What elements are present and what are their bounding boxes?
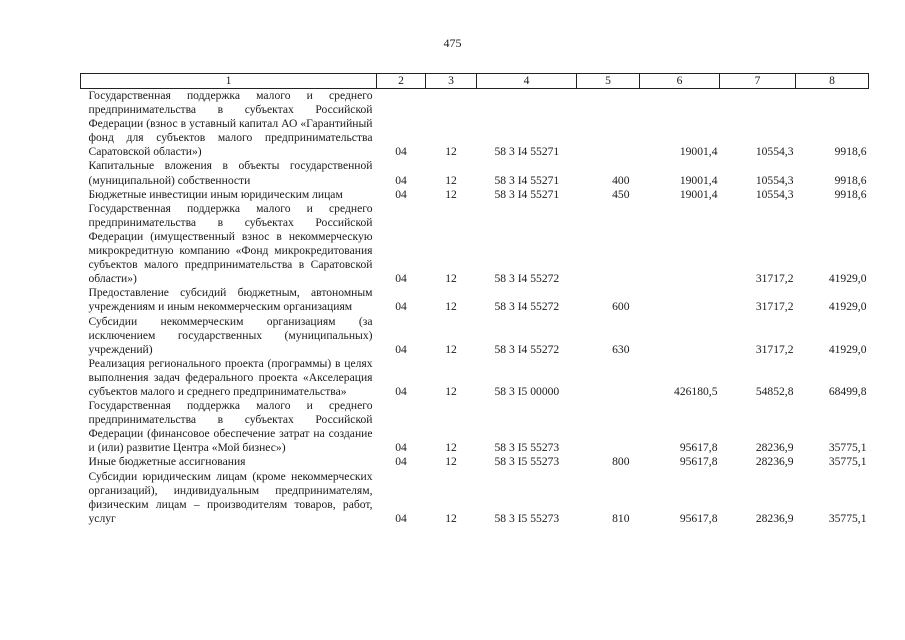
amount-col8: 35775,1 [828,455,867,469]
subsection-code: 12 [445,187,457,201]
target-article-code: 58 3 I5 00000 [494,384,560,398]
amount-col8: 9918,6 [834,173,867,187]
target-article-code: 58 3 I4 55272 [494,342,560,356]
amount-col7: 31717,2 [755,342,794,356]
amount-col8: 9918,6 [834,187,867,201]
target-article-code: 58 3 I4 55271 [494,145,560,159]
subsection-code: 12 [445,173,457,187]
table-row [81,89,869,160]
amount-col6 [640,286,720,314]
expense-type-code: 450 [612,187,630,201]
header-cell: 8 [796,74,869,89]
header-cell: 1 [81,74,377,89]
amount-col7: 31717,2 [755,300,794,314]
amount-col6 [640,202,720,287]
page-number: 475 [443,36,462,50]
section-code: 04 [395,173,407,187]
subsection-code: 12 [445,342,457,356]
table-row [81,159,869,187]
header-cell: 7 [720,74,796,89]
expense-type-code [577,89,640,160]
target-article-code: 58 3 I5 55273 [494,455,560,469]
amount-col6 [640,315,720,357]
expense-type-code: 800 [612,455,630,469]
section-code: 04 [395,300,407,314]
row-description: Субсидии юридическим лицам (кроме некоммерческих организаций), индивидуальным предпринимателям, физическим лицам – производителям товаров, работ, услуг [88,469,373,525]
section-code: 04 [395,511,407,525]
row-description: Предоставление субсидий бюджетным, автономным учреждениям и иным некоммерческим организациям [88,286,373,314]
header-cell: 4 [477,74,577,89]
amount-col8: 41929,0 [828,300,867,314]
target-article-code: 58 3 I5 55273 [494,511,560,525]
header-cell: 2 [377,74,426,89]
amount-col8: 41929,0 [828,342,867,356]
amount-col7: 31717,2 [755,272,794,286]
expense-type-code: 600 [612,300,630,314]
amount-col7: 28236,9 [755,441,794,455]
target-article-code: 58 3 I4 55272 [494,300,560,314]
subsection-code: 12 [445,455,457,469]
subsection-code: 12 [445,511,457,525]
amount-col6: 95617,8 [679,455,718,469]
amount-col8: 41929,0 [828,272,867,286]
amount-col7: 28236,9 [755,455,794,469]
expense-type-code: 630 [612,342,630,356]
section-code: 04 [395,187,407,201]
section-code: 04 [395,272,407,286]
target-article-code: 58 3 I5 55273 [494,441,560,455]
section-code: 04 [395,455,407,469]
subsection-code: 12 [445,300,457,314]
subsection-code: 12 [445,441,457,455]
row-description: Бюджетные инвестиции иным юридическим лицам [88,187,343,201]
table-row [81,455,869,469]
amount-col8: 9918,6 [834,145,867,159]
table-row [81,399,869,455]
row-description: Государственная поддержка малого и среднего предпринимательства в субъектах Российской Федерации (имущественный взнос в некоммерческую микрокредитную компанию «Фонд микрокредитования субъектов малого предпринимательства в Саратовской области») [88,201,373,286]
amount-col6: 19001,4 [679,173,718,187]
expense-type-code [577,399,640,455]
section-code: 04 [395,342,407,356]
section-code: 04 [395,145,407,159]
header-cell: 6 [640,74,720,89]
amount-col7: 10554,3 [755,173,794,187]
table-row [81,357,869,399]
row-description: Субсидии некоммерческим организациям (за исключением государственных (муниципальных) учреждений) [88,314,373,356]
amount-col7: 28236,9 [755,511,794,525]
header-cell: 3 [426,74,477,89]
amount-col6: 19001,4 [679,187,718,201]
table-row [81,286,869,314]
amount-col6: 95617,8 [679,511,718,525]
expense-type-code: 400 [612,173,630,187]
target-article-code: 58 3 I4 55271 [494,187,560,201]
expense-type-code: 810 [612,511,630,525]
target-article-code: 58 3 I4 55271 [494,173,560,187]
table-row [81,470,869,526]
row-description: Государственная поддержка малого и среднего предпринимательства в субъектах Российской Федерации (финансовое обеспечение затрат на создание и (или) развитие Центра «Мой бизнес») [88,399,373,455]
amount-col7: 10554,3 [755,187,794,201]
table-row [81,202,869,287]
subsection-code: 12 [445,272,457,286]
amount-col7: 10554,3 [755,145,794,159]
row-description: Капитальные вложения в объекты государственной (муниципальной) собственности [88,159,373,187]
header-cell: 5 [577,74,640,89]
amount-col8: 68499,8 [828,384,867,398]
amount-col8: 35775,1 [828,441,867,455]
amount-col6: 95617,8 [679,441,718,455]
row-description: Реализация регионального проекта (программы) в целях выполнения задач федерального проекта «Акселерация субъектов малого и среднего предпринимательства» [88,356,373,398]
subsection-code: 12 [445,384,457,398]
expense-type-code [577,202,640,287]
row-description: Государственная поддержка малого и среднего предпринимательства в субъектах Российской Федерации (взнос в уставный капитал АО «Гарантийный фонд для субъектов малого предпринимательства Саратовской области») [88,89,373,159]
subsection-code: 12 [445,145,457,159]
amount-col6: 19001,4 [679,145,718,159]
amount-col8: 35775,1 [828,511,867,525]
amount-col6: 426180,5 [674,384,718,398]
header-row [81,74,869,89]
expense-type-code [577,357,640,399]
table-row [81,315,869,357]
budget-table [80,73,869,526]
target-article-code: 58 3 I4 55272 [494,272,560,286]
table-row [81,188,869,202]
row-description: Иные бюджетные ассигнования [88,455,246,469]
section-code: 04 [395,441,407,455]
amount-col7: 54852,8 [755,384,794,398]
section-code: 04 [395,384,407,398]
